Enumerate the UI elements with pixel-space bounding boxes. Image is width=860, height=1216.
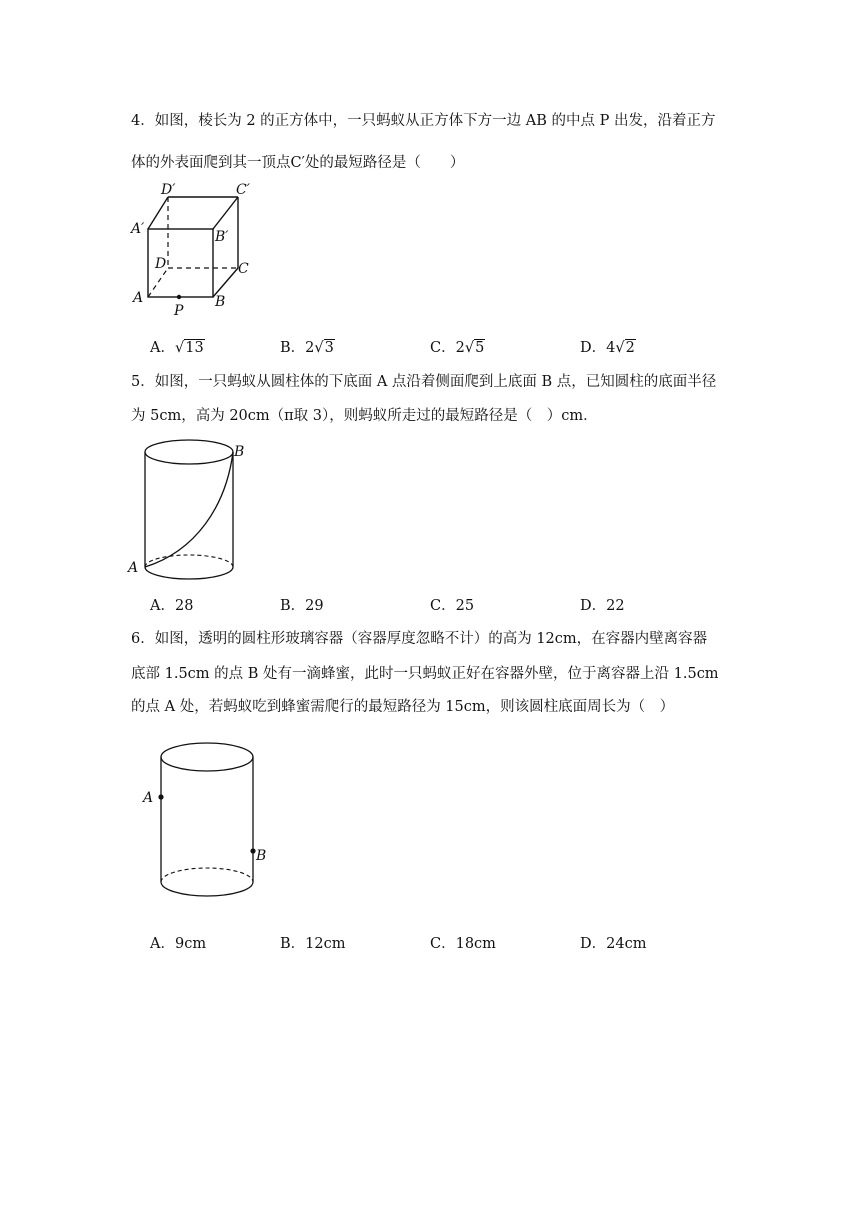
q4-option-a-key: A． <box>150 340 175 356</box>
q4-label-c: C <box>238 261 249 277</box>
q5-text-line-1: 5．如图，一只蚂蚁从圆柱体的下底面 A 点沿着侧面爬到上底面 B 点，已知圆柱的底面半径 <box>131 374 717 390</box>
q4-option-b-key: B． <box>280 340 306 356</box>
q6-option-d[interactable]: D．24cm <box>580 936 647 952</box>
q6-option-a[interactable]: A．9cm <box>150 936 207 952</box>
q4-cube-figure <box>128 180 258 320</box>
q5-cylinder-figure <box>126 436 256 586</box>
q5-option-c[interactable]: C．25 <box>430 598 475 614</box>
q4-option-a-radicand: 13 <box>185 340 204 356</box>
q4-option-c[interactable]: C．2√5 <box>430 340 485 356</box>
q4-label-d1: D′ <box>161 182 176 198</box>
q5-label-a: A <box>128 560 139 576</box>
q4-label-b: B <box>215 294 226 310</box>
q4-label-b1: B′ <box>215 229 229 245</box>
q4-option-d-key: D． <box>580 340 607 356</box>
q5-option-d[interactable]: D．22 <box>580 598 625 614</box>
q4-label-a: A <box>133 290 144 306</box>
q6-option-b[interactable]: B．12cm <box>280 936 346 952</box>
q4-option-b[interactable]: B．2√3 <box>280 340 334 356</box>
q6-text-line-1: 6．如图，透明的圆柱形玻璃容器（容器厚度忽略不计）的高为 12cm，在容器内壁离容器 <box>131 631 708 647</box>
q4-label-a1: A′ <box>131 221 145 237</box>
q4-option-b-radicand: 3 <box>324 340 334 356</box>
q6-cylinder-figure <box>138 730 268 900</box>
q4-option-b-coef: 2 <box>305 340 315 356</box>
q4-option-d-coef: 4 <box>606 340 616 356</box>
q4-option-a[interactable]: A．√13 <box>150 340 204 356</box>
q4-text-line-1: 4．如图，棱长为 2 的正方体中，一只蚂蚁从正方体下方一边 AB 的中点 P 出发，沿着正方 <box>131 113 716 129</box>
q4-option-c-coef: 2 <box>455 340 465 356</box>
q4-text-line-2: 体的外表面爬到其一顶点C′处的最短路径是（ ） <box>131 155 465 171</box>
q4-option-c-key: C． <box>430 340 456 356</box>
q6-text-line-2: 底部 1.5cm 的点 B 处有一滴蜂蜜，此时一只蚂蚁正好在容器外壁，位于离容器上沿 1.5cm <box>131 666 719 682</box>
q6-text-line-3: 的点 A 处，若蚂蚁吃到蜂蜜需爬行的最短路径为 15cm，则该圆柱底面周长为（ ） <box>131 699 675 715</box>
q6-option-c[interactable]: C．18cm <box>430 936 496 952</box>
q5-text-line-2: 为 5cm，高为 20cm（π取 3），则蚂蚁所走过的最短路径是（ ）cm． <box>131 408 598 424</box>
q6-label-a: A <box>143 790 154 806</box>
q6-label-b: B <box>256 848 267 864</box>
q5-option-b[interactable]: B．29 <box>280 598 324 614</box>
q4-option-d[interactable]: D．4√2 <box>580 340 635 356</box>
q4-label-c1: C′ <box>236 182 250 198</box>
q4-option-d-radicand: 2 <box>625 340 635 356</box>
q5-label-b: B <box>234 444 245 460</box>
q5-option-a[interactable]: A．28 <box>150 598 194 614</box>
q4-label-d: D <box>155 256 167 272</box>
q4-label-p: P <box>174 303 184 319</box>
q4-option-c-radicand: 5 <box>475 340 485 356</box>
